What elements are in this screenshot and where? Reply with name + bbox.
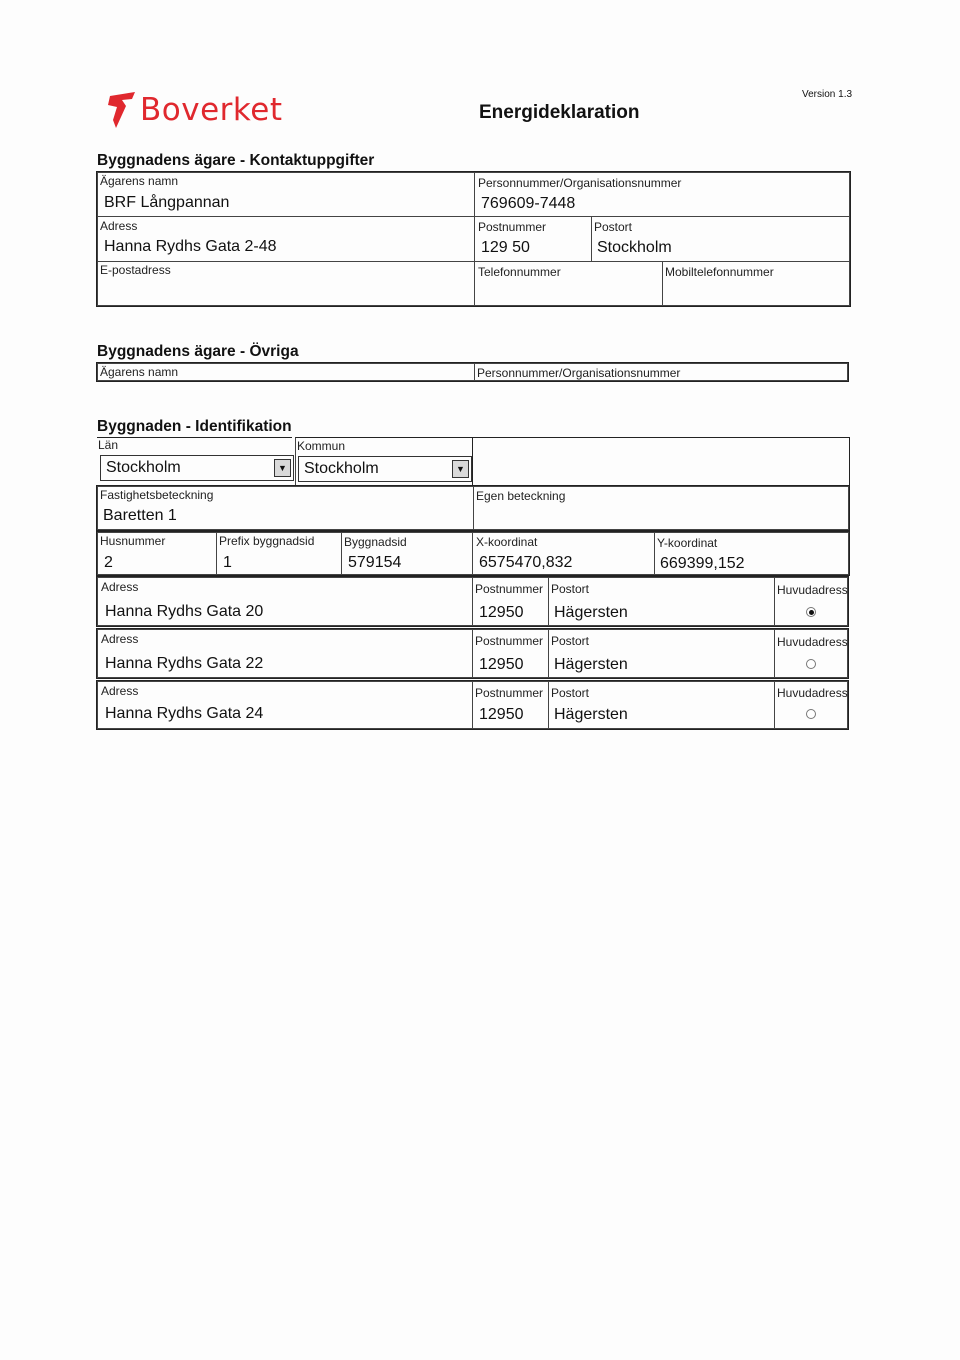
- owner-address-label: Adress: [100, 219, 138, 233]
- main-address-label: Huvudadress: [777, 635, 848, 649]
- address-field[interactable]: [97, 681, 473, 729]
- blank-area: [472, 437, 850, 487]
- page-title: Energideklaration: [479, 102, 640, 123]
- main-address-label: Huvudadress: [777, 686, 848, 700]
- address-value: Hanna Rydhs Gata 22: [105, 655, 264, 672]
- owner-postal-code-value: 129 50: [481, 239, 530, 256]
- county-value: Stockholm: [106, 459, 181, 476]
- y-coordinate-value: 669399,152: [660, 555, 745, 572]
- main-address-field: [774, 629, 848, 678]
- address-label: Adress: [101, 684, 139, 698]
- owner-other-box: [96, 362, 849, 382]
- owner-email-label: E-postadress: [100, 263, 171, 277]
- y-coordinate-field[interactable]: [654, 532, 849, 575]
- county-select[interactable]: [100, 455, 294, 481]
- address-value: Hanna Rydhs Gata 20: [105, 603, 264, 620]
- building-id-value: 579154: [348, 554, 402, 571]
- owner-email-field[interactable]: [97, 261, 475, 306]
- main-address-field: [774, 681, 848, 729]
- postal-code-field[interactable]: [472, 577, 549, 626]
- org-number-value: 769609-7448: [481, 195, 576, 212]
- municipality-select[interactable]: [298, 456, 472, 482]
- main-address-field: [774, 577, 848, 626]
- building-id-field[interactable]: [341, 532, 473, 575]
- owner-mobile-label: Mobiltelefonnummer: [665, 265, 774, 279]
- postal-code-label: Postnummer: [475, 582, 544, 596]
- owner-phone-field[interactable]: [474, 261, 663, 306]
- municipality-field: [295, 437, 473, 487]
- city-field[interactable]: [548, 681, 775, 729]
- postal-code-value: 12950: [479, 604, 524, 621]
- municipality-label: Kommun: [297, 439, 346, 453]
- main-address-radio[interactable]: [806, 709, 816, 719]
- other-org-number-label: Personnummer/Organisationsnummer: [477, 366, 681, 380]
- property-label: Fastighetsbeteckning: [100, 488, 214, 502]
- owner-contact-box: [96, 171, 851, 307]
- owner-name-value: BRF Långpannan: [104, 194, 230, 211]
- prefix-field[interactable]: [216, 532, 342, 575]
- address-field[interactable]: [97, 629, 473, 678]
- section-title-owner-other: Byggnadens ägare - Övriga: [97, 343, 299, 363]
- postal-code-value: 12950: [479, 656, 524, 673]
- owner-city-field[interactable]: [591, 216, 850, 262]
- county-label: Län: [98, 438, 119, 452]
- house-number-field[interactable]: [97, 532, 217, 575]
- main-address-label: Huvudadress: [777, 583, 848, 597]
- other-owner-name-field[interactable]: [97, 363, 475, 381]
- owner-mobile-field[interactable]: [662, 261, 850, 306]
- postal-code-label: Postnummer: [475, 634, 544, 648]
- address-value: Hanna Rydhs Gata 24: [105, 705, 264, 722]
- property-value: Baretten 1: [103, 507, 177, 524]
- section-title-owner-contact: Byggnadens ägare - Kontaktuppgifter: [97, 152, 374, 172]
- chevron-down-icon: ▼: [456, 464, 465, 474]
- boverket-logo-icon: [104, 90, 136, 130]
- main-address-radio[interactable]: [806, 607, 816, 617]
- address-row: [96, 680, 849, 730]
- y-coordinate-label: Y-koordinat: [657, 536, 718, 550]
- owner-phone-label: Telefonnummer: [478, 265, 561, 279]
- own-designation-label: Egen beteckning: [476, 489, 566, 503]
- house-number-value: 2: [104, 554, 113, 571]
- address-label: Adress: [101, 580, 139, 594]
- owner-address-field[interactable]: [97, 216, 475, 262]
- city-value: Hägersten: [554, 706, 628, 723]
- house-number-label: Husnummer: [100, 534, 166, 548]
- version-label: Version 1.3: [802, 89, 853, 100]
- postal-code-field[interactable]: [472, 681, 549, 729]
- county-field: [96, 437, 296, 487]
- org-number-field[interactable]: [474, 172, 850, 217]
- org-number-label: Personnummer/Organisationsnummer: [478, 176, 682, 190]
- section-title-building: Byggnaden - Identifikation: [97, 418, 292, 438]
- owner-postal-code-field[interactable]: [474, 216, 592, 262]
- county-dropdown-button[interactable]: [274, 459, 291, 477]
- prefix-value: 1: [223, 554, 232, 571]
- main-address-radio[interactable]: [806, 659, 816, 669]
- owner-postal-code-label: Postnummer: [478, 220, 547, 234]
- owner-address-value: Hanna Rydhs Gata 2-48: [104, 238, 277, 255]
- city-field[interactable]: [548, 577, 775, 626]
- city-value: Hägersten: [554, 604, 628, 621]
- city-label: Postort: [551, 582, 590, 596]
- owner-city-label: Postort: [594, 220, 633, 234]
- address-row: [96, 628, 849, 679]
- other-owner-name-label: Ägarens namn: [100, 365, 179, 379]
- own-designation-field[interactable]: [473, 486, 849, 530]
- prefix-label: Prefix byggnadsid: [219, 534, 315, 548]
- owner-city-value: Stockholm: [597, 239, 672, 256]
- x-coordinate-label: X-koordinat: [476, 535, 538, 549]
- address-row: [96, 576, 849, 627]
- city-field[interactable]: [548, 629, 775, 678]
- city-label: Postort: [551, 634, 590, 648]
- owner-name-field[interactable]: [97, 172, 475, 217]
- other-org-number-field[interactable]: [474, 363, 848, 381]
- property-row: [96, 485, 850, 531]
- logo-text: Boverket: [140, 92, 283, 128]
- address-field[interactable]: [97, 577, 473, 626]
- identifiers-row: [96, 531, 850, 576]
- city-value: Hägersten: [554, 656, 628, 673]
- logo: [104, 88, 283, 132]
- postal-code-field[interactable]: [472, 629, 549, 678]
- postal-code-value: 12950: [479, 706, 524, 723]
- municipality-dropdown-button[interactable]: [452, 460, 469, 478]
- building-id-label: Byggnadsid: [344, 535, 407, 549]
- chevron-down-icon: ▼: [278, 463, 287, 473]
- address-label: Adress: [101, 632, 139, 646]
- owner-name-label: Ägarens namn: [100, 174, 179, 188]
- property-field[interactable]: [97, 486, 474, 530]
- city-label: Postort: [551, 686, 590, 700]
- x-coordinate-field[interactable]: [472, 532, 655, 575]
- x-coordinate-value: 6575470,832: [479, 554, 573, 571]
- postal-code-label: Postnummer: [475, 686, 544, 700]
- municipality-value: Stockholm: [304, 460, 379, 477]
